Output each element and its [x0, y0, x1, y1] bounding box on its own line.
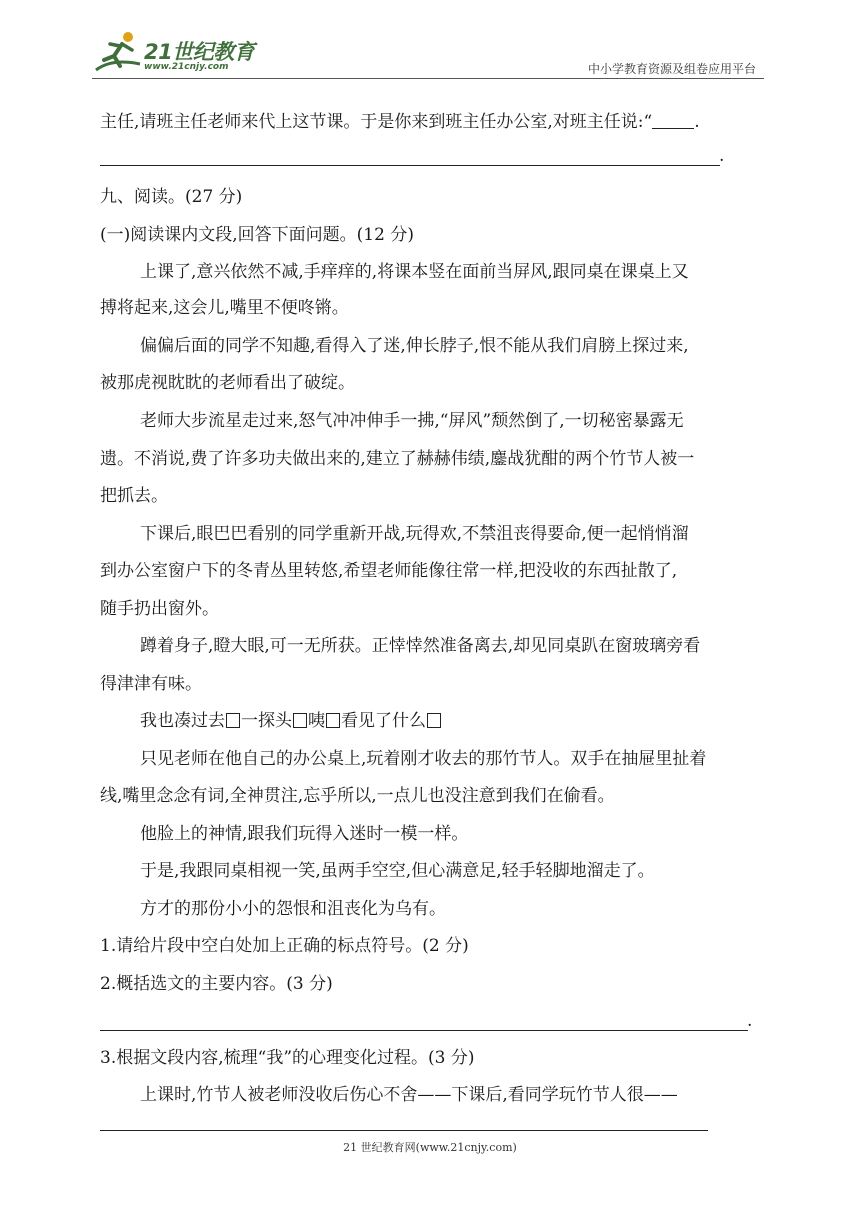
passage-line: 蹲着身子,瞪大眼,可一无所获。正悻悻然准备离去,却见同桌趴在窗玻璃旁看	[140, 636, 701, 656]
continuation-end-mark: .	[694, 112, 700, 132]
question-2: 2.概括选文的主要内容。(3 分)	[100, 974, 333, 994]
answer-blank[interactable]	[652, 110, 694, 129]
logo-url: www.21cnjy.com	[144, 62, 229, 72]
platform-slogan: 中小学教育资源及组卷应用平台	[587, 62, 756, 76]
footer-divider	[100, 1130, 708, 1131]
passage-line: 被那虎视眈眈的老师看出了破绽。	[100, 373, 355, 393]
site-logo[interactable]	[92, 30, 262, 76]
question-3-prompt: 上课时,竹节人被老师没收后伤心不舍——下课后,看同学玩竹节人很——	[140, 1085, 678, 1105]
section-subtitle: (一)阅读课内文段,回答下面问题。(12 分)	[100, 225, 414, 245]
continuation-line	[100, 110, 700, 134]
passage-line: 偏偏后面的同学不知趣,看得入了迷,伸长脖子,恨不能从我们肩膀上探过来,	[140, 336, 689, 356]
passage-line: 他脸上的神情,跟我们玩得入迷时一模一样。	[140, 824, 469, 844]
question-3: 3.根据文段内容,梳理“我”的心理变化过程。(3 分)	[100, 1048, 475, 1068]
answer-line-q2[interactable]	[100, 1030, 748, 1031]
section-title: 九、阅读。(27 分)	[100, 187, 243, 207]
footer-text[interactable]: 21 世纪教育网(www.21cnjy.com)	[343, 1141, 517, 1154]
punctuation-box[interactable]	[427, 713, 441, 728]
passage-line: 于是,我跟同桌相视一笑,虽两手空空,但心满意足,轻手轻脚地溜走了。	[140, 861, 655, 881]
runner-logo-icon	[92, 30, 144, 76]
passage-line: 搏将起来,这会儿,嘴里不便咚锵。	[100, 298, 349, 318]
passage-line: 上课了,意兴依然不减,手痒痒的,将课本竖在面前当屏风,跟同桌在课桌上又	[140, 262, 689, 282]
sentence-part: 咦	[308, 711, 325, 731]
passage-line: 遗。不消说,费了许多功夫做出来的,建立了赫赫伟绩,鏖战犹酣的两个竹节人被一	[100, 449, 695, 469]
sentence-part: 看见了什么	[341, 711, 426, 731]
punctuation-box[interactable]	[326, 713, 340, 728]
passage-line: 随手扔出窗外。	[100, 599, 219, 619]
passage-line: 只见老师在他自己的办公桌上,玩着刚才收去的那竹节人。双手在抽屉里扯着	[140, 749, 707, 769]
sentence-part: 一探头	[241, 711, 292, 731]
passage-line: 下课后,眼巴巴看别的同学重新开战,玩得欢,不禁沮丧得要命,便一起悄悄溜	[140, 524, 689, 544]
page-header	[92, 30, 764, 78]
passage-line: 得津津有味。	[100, 674, 202, 694]
passage-line: 老师大步流星走过来,怒气冲冲伸手一拂,“屏风”颓然倒了,一切秘密暴露无	[140, 411, 684, 431]
continuation-text: 主任,请班主任老师来代上这节课。于是你来到班主任办公室,对班主任说:“	[100, 112, 653, 132]
punctuation-box[interactable]	[293, 713, 307, 728]
passage-line: 把抓去。	[100, 486, 168, 506]
passage-line: 到办公室窗户下的冬青丛里转悠,希望老师能像往常一样,把没收的东西扯散了,	[100, 561, 678, 581]
answer-line-end-mark: .	[747, 1011, 753, 1031]
sentence-part: 我也凑过去	[140, 711, 225, 731]
logo-text: 21世纪教育	[144, 40, 255, 64]
answer-line-continuation[interactable]	[100, 165, 720, 166]
answer-line-end-mark: .	[719, 146, 725, 166]
passage-line: 线,嘴里念念有词,全神贯注,忘乎所以,一点儿也没注意到我们在偷看。	[100, 786, 615, 806]
header-divider	[92, 78, 764, 79]
punctuation-box[interactable]	[226, 713, 240, 728]
question-1: 1.请给片段中空白处加上正确的标点符号。(2 分)	[100, 936, 469, 956]
punctuation-sentence	[140, 709, 442, 733]
passage-line: 方才的那份小小的怨恨和沮丧化为乌有。	[140, 899, 446, 919]
